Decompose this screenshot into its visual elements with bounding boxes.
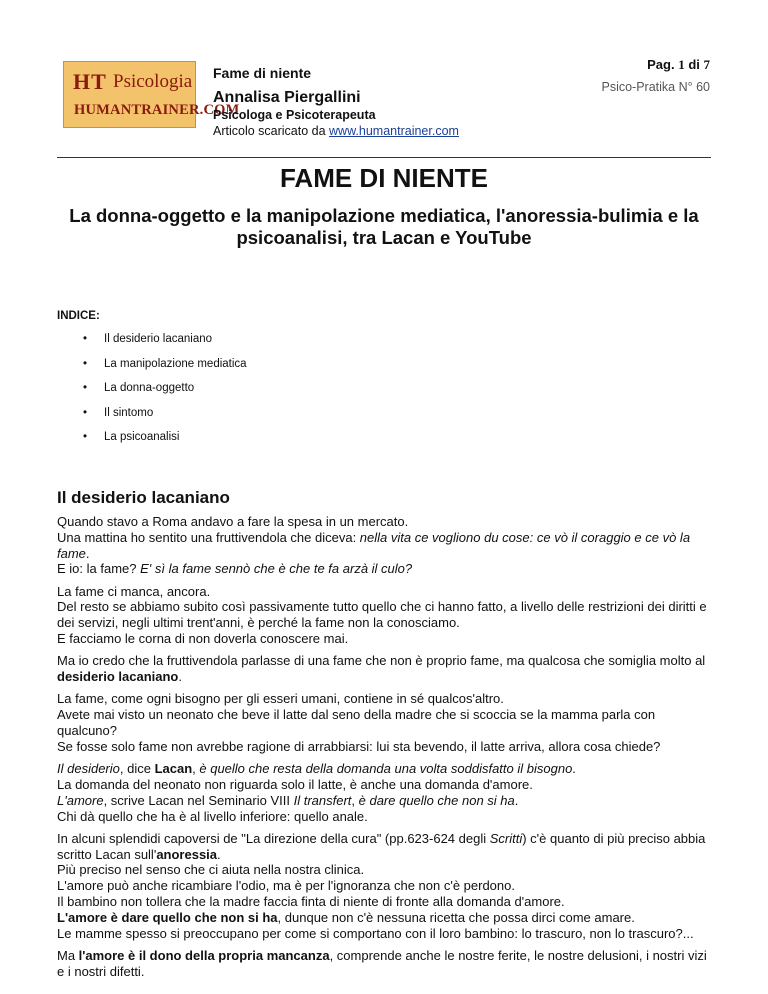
paragraph — [57, 514, 712, 577]
header-divider — [57, 157, 711, 158]
download-link[interactable]: www.humantrainer.com — [329, 124, 459, 138]
series-label: Psico-Pratika N° 60 — [601, 80, 710, 94]
page-total: 7 — [703, 57, 710, 72]
paragraph — [57, 761, 712, 824]
text-line: , scrive Lacan nel Seminario VIII — [103, 792, 294, 808]
header-author: Annalisa Piergallini — [213, 89, 361, 106]
text-line: La fame ci manca, ancora. — [57, 583, 211, 599]
logo-ht: HT — [73, 69, 107, 94]
text-line: Le mamme spesso si preoccupano per come si comportano con il loro bambino: lo trascuro, non lo trascuro?... — [57, 925, 694, 941]
article-body — [57, 514, 712, 986]
text-line: Chi dà quello che ha è al livello inferiore: quello anale. — [57, 808, 368, 824]
quote-text: E' sì la fame sennò che è che te fa arzà il culo? — [140, 561, 413, 577]
bold-text: anoressia — [156, 846, 218, 862]
index-label: INDICE: — [57, 310, 100, 322]
text-line: Il bambino non tollera che la madre faccia finta di niente di fronte alla domanda d'amore. — [57, 894, 565, 910]
header-article-title: Fame di niente — [213, 65, 312, 81]
text-line: La domanda del neonato non riguarda solo il latte, è anche una domanda d'amore. — [57, 776, 533, 792]
bold-text: Lacan — [154, 761, 193, 777]
paragraph — [57, 584, 712, 647]
italic-text: Scritti — [489, 830, 523, 846]
paragraph — [57, 831, 712, 942]
paragraph — [57, 691, 712, 754]
text-line: E facciamo le corna di non doverla conoscere mai. — [57, 631, 349, 647]
index-item[interactable]: • La psicoanalisi — [83, 428, 247, 453]
text-line: Avete mai visto un neonato che beve il latte dal seno della madre che si scoccia se la mamma parla con qualcuno? — [57, 707, 656, 739]
text-line: . — [178, 669, 182, 685]
italic-text: L'amore — [57, 792, 104, 808]
text-line: In alcuni splendidi capoversi de "La direzione della cura" (pp.623-624 degli — [57, 830, 490, 846]
page-number — [647, 57, 710, 73]
text-line: ) c'è quanto di più preciso abbia scritto Lacan sull' — [57, 830, 706, 862]
text-line: E io: la fame? — [57, 561, 141, 577]
page-label: Pag. — [647, 57, 679, 72]
text-line: Se fosse solo fame non avrebbe ragione di arrabbiarsi: lui sta bevendo, il latte arriva, allora cosa chiede? — [57, 738, 661, 754]
paragraph — [57, 653, 712, 685]
text-line: . — [514, 792, 519, 808]
index-item[interactable]: • Il desiderio lacaniano — [83, 330, 247, 355]
text-line: Una mattina ho sentito una fruttivendola che diceva: — [57, 529, 360, 545]
italic-text: è dare quello che non si ha — [358, 792, 515, 808]
italic-text: Il transfert — [293, 792, 352, 808]
header-download — [213, 124, 459, 138]
text-line: . — [217, 846, 221, 862]
index-item[interactable]: • Il sintomo — [83, 404, 247, 429]
download-prefix: Articolo scaricato da — [213, 124, 330, 138]
italic-text: è quello che resta della domanda una volta soddisfatto il bisogno — [199, 761, 573, 777]
text-line: Ma — [57, 947, 79, 963]
page-of: di — [684, 57, 704, 72]
index-item[interactable]: • La donna-oggetto — [83, 379, 247, 404]
text-line: , — [351, 792, 359, 808]
text-line: . — [85, 545, 90, 561]
main-title: FAME DI NIENTE — [279, 163, 488, 193]
text-line: Ma io credo che la fruttivendola parlasse di una fame che non è proprio fame, ma qualcosa che somiglia molto al — [57, 653, 706, 669]
text-line: , dice — [119, 761, 155, 777]
text-line: , dunque non c'è nessuna ricetta che possa dirci come amare. — [277, 909, 635, 925]
index-list — [83, 330, 247, 453]
subtitle: La donna-oggetto e la manipolazione mediatica, l'anoressia-bulimia e la psicoanalisi, tra Lacan e YouTube — [69, 205, 699, 248]
text-line: . — [572, 761, 576, 777]
paragraph — [57, 948, 712, 980]
text-line: Più preciso nel senso che ci aiuta nella nostra clinica. — [57, 862, 365, 878]
bold-text: l'amore è il dono della propria mancanza — [78, 947, 330, 963]
italic-text: Il desiderio — [57, 761, 120, 777]
text-line: L'amore può anche ricambiare l'odio, ma è per l'ignoranza che non c'è perdono. — [57, 878, 515, 894]
text-line: La fame, come ogni bisogno per gli esseri umani, contiene in sé qualcos'altro. — [57, 691, 504, 707]
logo-psicologia: Psicologia — [113, 71, 193, 92]
page-current: 1 — [678, 57, 685, 72]
quote-text: nella vita ce vogliono du cose: ce vò il coraggio e ce vò la fame — [57, 529, 691, 561]
text-line: , — [192, 761, 200, 777]
section-title: Il desiderio lacaniano — [57, 488, 230, 507]
header-role: Psicologa e Psicoterapeuta — [213, 108, 376, 122]
logo-site: HUMANTRAINER.COM — [74, 102, 240, 118]
bold-text: L'amore è dare quello che non si ha — [57, 909, 278, 925]
text-line: Quando stavo a Roma andavo a fare la spesa in un mercato. — [57, 514, 409, 529]
humantrainer-logo[interactable] — [63, 61, 240, 128]
text-line: Del resto se abbiamo subito così passivamente tutto quello che ci hanno fatto, a livello delle restrizioni dei diritti e dei servizi, negli ultimi trent'anni, è perché la fame non la conosciamo. — [57, 599, 707, 631]
index-item[interactable]: • La manipolazione mediatica — [83, 355, 247, 380]
bold-text: desiderio lacaniano — [57, 669, 179, 685]
text-line: , comprende anche le nostre ferite, le nostre delusioni, i nostri vizi e i nostri difetti. — [57, 947, 707, 979]
